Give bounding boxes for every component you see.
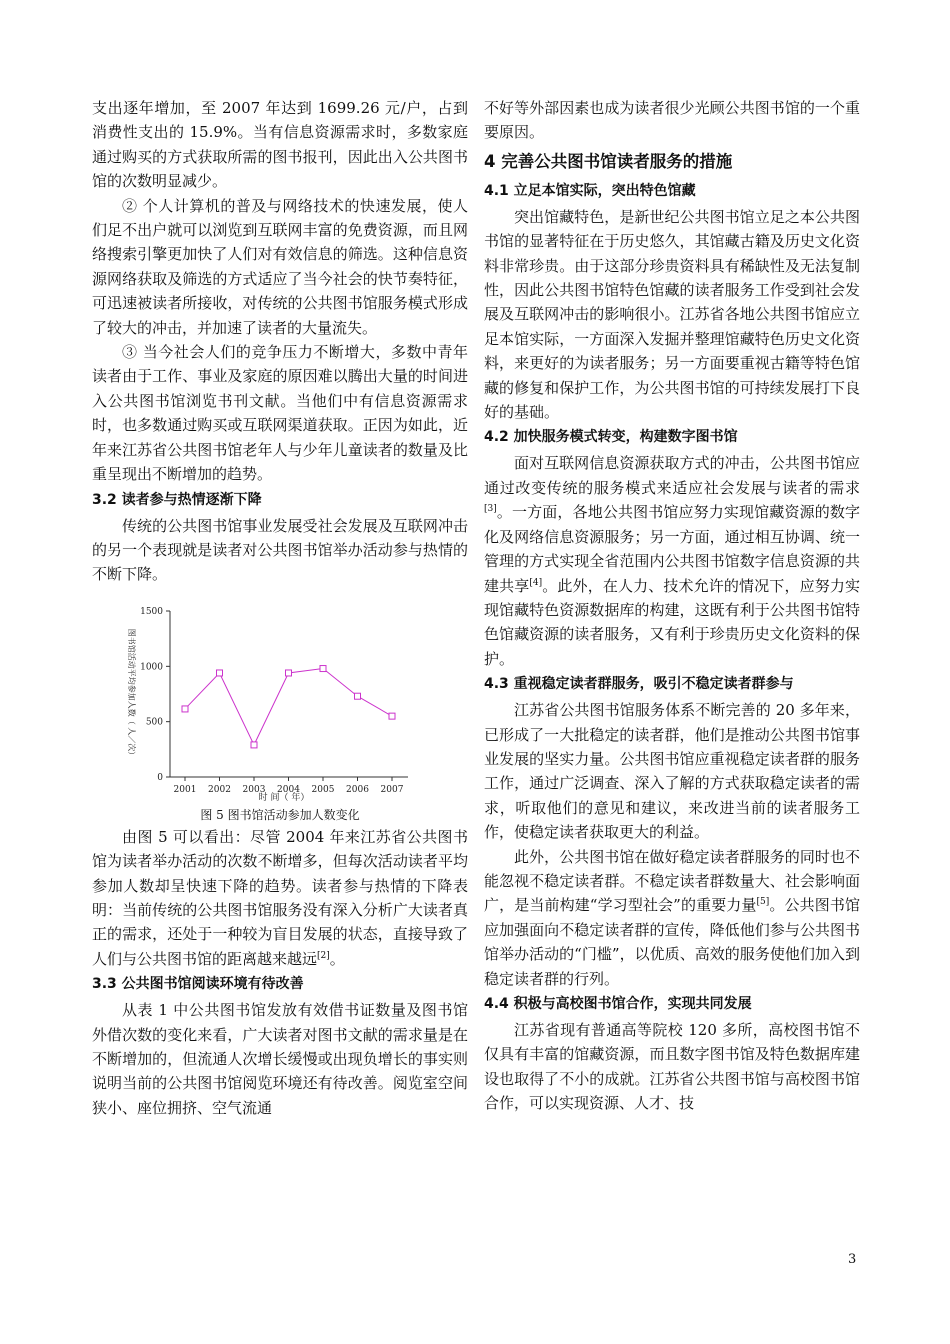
line-chart [122,593,422,805]
paragraph-text: 此外，公共图书馆在做好稳定读者群服务的同时也不能忽视不稳定读者群。不稳定读者群数量大、社会影响面广，是当前构建“学习型社会”的重要力量 [484,847,860,915]
x-tick-label: 2003 [242,784,266,795]
paragraph [92,825,468,971]
right-column [484,96,860,1116]
y-tick-label: 1500 [140,606,163,617]
paragraph: ③ 当今社会人们的竞争压力不断增大，多数中青年读者由于工作、事业及家庭的原因难以腾出大量的时间进入公共图书馆浏览书刊文献。当他们中有信息资源需求时，也多数通过购买或互联网渠道获取。正因为如此，近年来江苏省公共图书馆老年人与少年儿童读者的数量及比重呈现出不断增加的趋势。 [92,343,468,484]
section-heading-4: 4 完善公共图书馆读者服务的措施 [484,151,733,171]
paragraph: 江苏省现有普通高等院校 120 多所，高校图书馆不仅具有丰富的馆藏资源，而且数字图书馆及特色数据库建设也取得了不小的成就。江苏省公共图书馆与高校图书馆合作，可以实现资源、人才、技 [484,1021,860,1113]
paragraph-text: 面对互联网信息资源获取方式的冲击，公共图书馆应通过改变传统的服务模式来适应社会发展与读者的需求 [484,454,860,497]
section-heading-4-2: 4.2 加快服务模式转变，构建数字图书馆 [484,429,738,446]
data-point [320,665,326,671]
section-heading-3-2: 3.2 读者参与热情逐渐下降 [92,491,262,508]
data-point [182,706,188,712]
section-heading-4-1: 4.1 立足本馆实际，突出特色馆藏 [484,182,696,199]
figure-5 [92,593,468,825]
series-line [185,668,392,744]
paragraph-text: 由图 5 可以看出：尽管 2004 年来江苏省公共图书馆为读者举办活动的次数不断增多，但每次活动读者平均参加人数却呈快速下降的趋势。读者参与热情的下降表明：当前传统的公共图书馆服务没有深入分析广大读者真正的需求，还处于一种较为盲目发展的状态，直接导致了人们与公共图书馆的距离越来越远 [92,827,468,968]
citation: [2] [317,950,330,961]
x-tick-label: 2007 [380,784,404,795]
data-point [217,670,223,676]
paragraph: 传统的公共图书馆事业发展受社会发展及互联网冲击的另一个表现就是读者对公共图书馆举办活动参与热情的不断下降。 [92,516,468,584]
x-tick-label: 2002 [208,784,231,795]
figure-caption: 图 5 图书馆活动参加人数变化 [200,807,360,822]
paragraph: 从表 1 中公共图书馆发放有效借书证数量及图书馆外借次数的变化来看，广大读者对图书文献的需求量是在不断增加的，但流通人次增长缓慢或出现负增长的事实则说明当前的公共图书馆阅览环境还有待改善。阅览室空间狭小、座位拥挤、空气流通 [92,1001,468,1117]
citation: [4] [529,577,543,588]
y-tick-label: 1000 [140,662,163,673]
page-number: 3 [848,1252,857,1267]
x-tick-label: 2001 [173,784,197,795]
section-heading-3-3: 3.3 公共图书馆阅读环境有待改善 [92,976,304,993]
paragraph [484,845,860,991]
y-tick-label: 0 [157,772,163,783]
paragraph: 不好等外部因素也成为读者很少光顾公共图书馆的一个重要原因。 [484,99,860,142]
paragraph [484,451,860,671]
paragraph: ② 个人计算机的普及与网络技术的快速发展，使人们足不出户就可以浏览到互联网丰富的免费资源，而且网络搜索引擎更加快了人们对有效信息的筛选。这种信息资源网络获取及筛选的方式适应了当今社会的快节奏特征，可迅速被读者所接收，对传统的公共图书馆服务模式形成了较大的冲击，并加速了读者的大量流失。 [92,196,468,337]
citation: [5] [756,897,770,908]
y-tick-label: 500 [145,717,163,728]
data-point [355,693,361,699]
data-point [251,742,257,748]
left-column [92,96,468,1120]
citation: [3] [484,504,497,515]
paragraph-text: 。公共图书馆应加强面向不稳定读者群的宣传，降低他们参与公共图书馆举办活动的“门槛”，以优质、高效的服务使他们加入到稳定读者群的行列。 [484,896,860,988]
x-tick-label: 2004 [277,784,300,795]
section-heading-4-4: 4.4 积极与高校图书馆合作，实现共同发展 [484,996,752,1012]
section-heading-4-3: 4.3 重视稳定读者群服务，吸引不稳定读者群参与 [484,676,794,693]
data-point [286,670,292,676]
y-axis-label: 图书馆活动平均参加人数（ 人／次） [127,628,136,759]
paragraph-text: 。 [329,949,345,968]
paragraph-text: 。一方面，各地公共图书馆应努力实现馆藏资源的数字化及网络信息资源服务；另一方面，通过相互协调、统一管理的方式实现全省范围内公共图书馆数字信息资源的共建共享 [484,503,860,595]
paragraph: 突出馆藏特色，是新世纪公共图书馆立足之本公共图书馆的显著特征在于历史悠久，其馆藏古籍及历史文化资料非常珍贵。由于这部分珍贵资料具有稀缺性及无法复制性，因此公共图书馆特色馆藏的读者服务工作受到社会发展及互联网冲击的影响很小。江苏省各地公共图书馆应立足本馆实际，一方面深入发掘并整理馆藏特色历史文化资料，来更好的为读者服务；另一方面要重视古籍等特色馆藏的修复和保护工作，为公共图书馆的可持续发展打下良好的基础。 [484,207,860,422]
data-point [389,713,395,719]
x-axis-label: 时 间（ 年） [258,792,310,803]
paragraph: 江苏省公共图书馆服务体系不断完善的 20 多年来，已形成了一大批稳定的读者群，他们是推动公共图书馆事业发展的坚实力量。公共图书馆应重视稳定读者群的服务工作，通过广泛调查、深入了解的方式获取稳定读者的需求，听取他们的意见和建议，来改进当前的读者服务工作，使稳定读者获取更大的利益。 [484,701,860,842]
x-tick-label: 2006 [346,784,369,795]
x-tick-label: 2005 [311,784,335,795]
paragraph: 支出逐年增加，至 2007 年达到 1699.26 元/户，占到消费性支出的 15.9%。当有信息资源需求时，多数家庭通过购买的方式获取所需的图书报刊，因此出入公共图书馆的次数明显减少。 [92,99,468,191]
paragraph-text: 。此外，在人力、技术允许的情况下，应努力实现馆藏特色资源数据库的构建，这既有利于公共图书馆特色馆藏资源的读者服务，又有利于珍贵历史文化资料的保护。 [484,576,860,668]
